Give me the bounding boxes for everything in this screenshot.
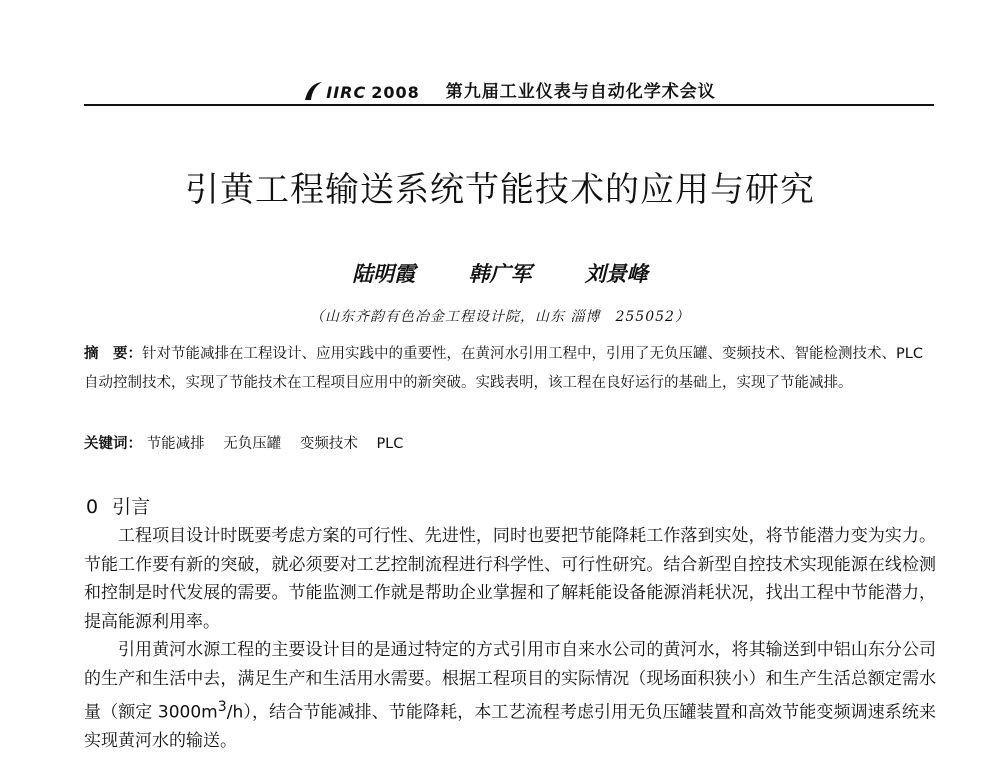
keyword: 变频技术 (299, 436, 358, 452)
keywords-label: 关键词： (84, 436, 142, 452)
conference-logo (302, 80, 436, 102)
body-text (84, 522, 936, 756)
section-title: 引言 (112, 496, 151, 518)
superscript: 3 (217, 699, 227, 715)
logo-text: IIRC (326, 83, 367, 102)
logo-swoosh-icon (302, 80, 324, 102)
author-name: 陆明霞 (352, 261, 416, 286)
paragraph: 工程项目设计时既要考虑方案的可行性、先进性，同时也要把节能降耗工作落到实处，将节能潜力变为实力。节能工作要有新的突破，就必须要对工艺控制流程进行科学性、可行性研究。结合新型自控技术实现能源在线检测和控制是时代发展的需要。节能监测工作就是帮助企业掌握和了解耗能设备能源消耗状况，找出工程中节能潜力，提高能源利用率。 (84, 526, 936, 632)
abstract (84, 340, 936, 398)
author-list (0, 258, 1000, 288)
running-header (84, 72, 934, 102)
logo-year: 2008 (371, 83, 420, 102)
paragraph-part: 引用黄河水源工程的主要设计目的是通过特定的方式引用市自来水公司的黄河水，将其输送到中铝山东分公司的生产和生活中去，满足生产和生活用水需要。根据工程项目的实际情况（现场面积狭小）和生产生活总额定需水量（额定 3000m (84, 640, 936, 723)
section-heading (86, 492, 150, 519)
keyword: 节能减排 (146, 436, 205, 452)
conference-name: 第九届工业仪表与自动化学术会议 (445, 82, 716, 102)
abstract-text: 针对节能减排在工程设计、应用实践中的重要性，在黄河水引用工程中，引用了无负压罐、变频技术、智能检测技术、PLC 自动控制技术，实现了节能技术在工程项目应用中的新突破。实践表明，该工程在良好运行的基础上，实现了节能减排。 (84, 346, 923, 391)
header-rule (84, 104, 934, 106)
paragraph (84, 636, 936, 756)
keyword: PLC (376, 436, 404, 452)
keyword: 无负压罐 (223, 436, 282, 452)
abstract-label: 摘 要： (84, 346, 142, 362)
keywords (84, 430, 936, 459)
affiliation: （山东齐韵有色冶金工程设计院，山东 淄博 255052） (310, 309, 690, 325)
paper-title: 引黄工程输送系统节能技术的应用与研究 (185, 170, 815, 210)
author-name: 韩广军 (468, 261, 532, 286)
paragraph-part: /h），结合节能减排、节能降耗，本工艺流程考虑引用无负压罐装置和高效节能变频调速系统来实现黄河水的输送。 (84, 702, 936, 752)
author-name: 刘景峰 (584, 261, 648, 286)
section-number: 0 (86, 496, 99, 518)
